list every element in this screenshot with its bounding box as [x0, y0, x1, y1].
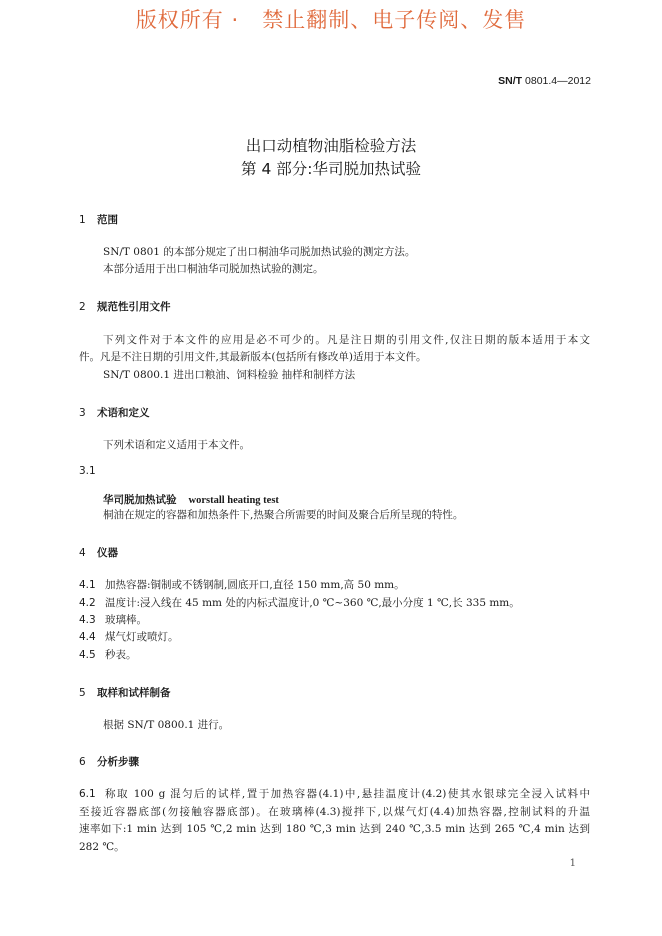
clause-number — [79, 789, 105, 800]
paragraph-line: 下列文件对于本文件的应用是必不可少的。凡是注日期的引用文件,仅注日期的版本适用于本文 — [103, 334, 590, 346]
section-number: 3 — [79, 407, 86, 419]
paragraph-line: 速率如下:1 min 达到 105 ℃,2 min 达到 180 ℃,3 min 达到 240 ℃,3.5 min 达到 265 ℃,4 min 达到 — [79, 823, 590, 835]
section-1-heading — [79, 212, 118, 227]
document-title: 出口动植物油脂检验方法 — [245, 137, 417, 155]
item-text: 秒表。 — [105, 649, 137, 661]
list-item — [79, 615, 147, 626]
section-2-heading — [79, 299, 171, 314]
term-english: worstall heating test — [188, 495, 279, 506]
standard-code-prefix: SN/T — [498, 75, 523, 87]
list-item — [79, 598, 520, 609]
item-text: 加热容器:铜制或不锈钢制,圆底开口,直径 150 mm,高 50 mm。 — [105, 579, 405, 591]
paragraph: 根据 SN/T 0800.1 进行。 — [103, 719, 230, 731]
section-3-heading — [79, 405, 150, 420]
term-chinese: 华司脱加热试验 — [103, 494, 177, 506]
paragraph-line: 称取 100 g 混匀后的试样,置于加热容器(4.1)中,悬挂温度计(4.2)使其水银球完全浸入试料中 — [105, 788, 590, 800]
copyright-banner: 版权所有 · 禁止翻制、电子传阅、发售 — [135, 8, 527, 32]
section-number: 4 — [79, 547, 86, 559]
normative-reference: SN/T 0800.1 进出口粮油、饲料检验 抽样和制样方法 — [103, 369, 356, 381]
paragraph: 本部分适用于出口桐油华司脱加热试验的测定。 — [103, 263, 324, 275]
paragraph-line: 至接近容器底部(勿接触容器底部)。在玻璃棒(4.3)搅拌下,以煤气灯(4.4)加热容器,控制试料的升温 — [79, 806, 590, 818]
list-item — [79, 580, 405, 591]
standard-code-number: 0801.4—2012 — [525, 75, 591, 87]
item-number: 4.5 — [79, 649, 96, 661]
item-text: 玻璃棒。 — [105, 614, 147, 626]
paragraph-line: 件。凡是不注日期的引用文件,其最新版本(包括所有修改单)适用于本文件。 — [79, 351, 427, 363]
item-text: 温度计:浸入线在 45 mm 处的内标式温度计,0 ℃~360 ℃,最小分度 1 ℃,长 335 mm。 — [105, 597, 520, 609]
item-number: 4.4 — [79, 631, 96, 643]
document-subtitle: 第 4 部分:华司脱加热试验 — [241, 160, 421, 178]
section-title: 术语和定义 — [97, 407, 150, 419]
section-title: 规范性引用文件 — [97, 301, 171, 313]
standard-code — [498, 75, 591, 87]
item-text: 煤气灯或喷灯。 — [105, 631, 179, 643]
section-title: 分析步骤 — [97, 756, 139, 768]
section-title: 仪器 — [97, 547, 118, 559]
section-6-heading — [79, 754, 139, 769]
page-number: 1 — [569, 858, 576, 869]
item-number: 6.1 — [79, 788, 96, 800]
list-item — [79, 632, 179, 643]
paragraph-line: 282 ℃。 — [79, 841, 125, 853]
list-item — [79, 650, 137, 661]
section-number: 5 — [79, 687, 86, 699]
section-number: 1 — [79, 214, 86, 226]
clause-number: 3.1 — [79, 465, 96, 477]
term-entry — [103, 492, 279, 507]
item-number: 4.3 — [79, 614, 96, 626]
term-definition: 桐油在规定的容器和加热条件下,热聚合所需要的时间及聚合后所呈现的特性。 — [103, 509, 464, 521]
section-5-heading — [79, 685, 171, 700]
section-title: 范围 — [97, 214, 118, 226]
section-4-heading — [79, 545, 118, 560]
item-number: 4.2 — [79, 597, 96, 609]
section-title: 取样和试样制备 — [97, 687, 171, 699]
section-number: 2 — [79, 301, 86, 313]
section-number: 6 — [79, 756, 86, 768]
paragraph: 下列术语和定义适用于本文件。 — [103, 439, 250, 451]
item-number: 4.1 — [79, 579, 96, 591]
paragraph: SN/T 0801 的本部分规定了出口桐油华司脱加热试验的测定方法。 — [103, 246, 416, 258]
